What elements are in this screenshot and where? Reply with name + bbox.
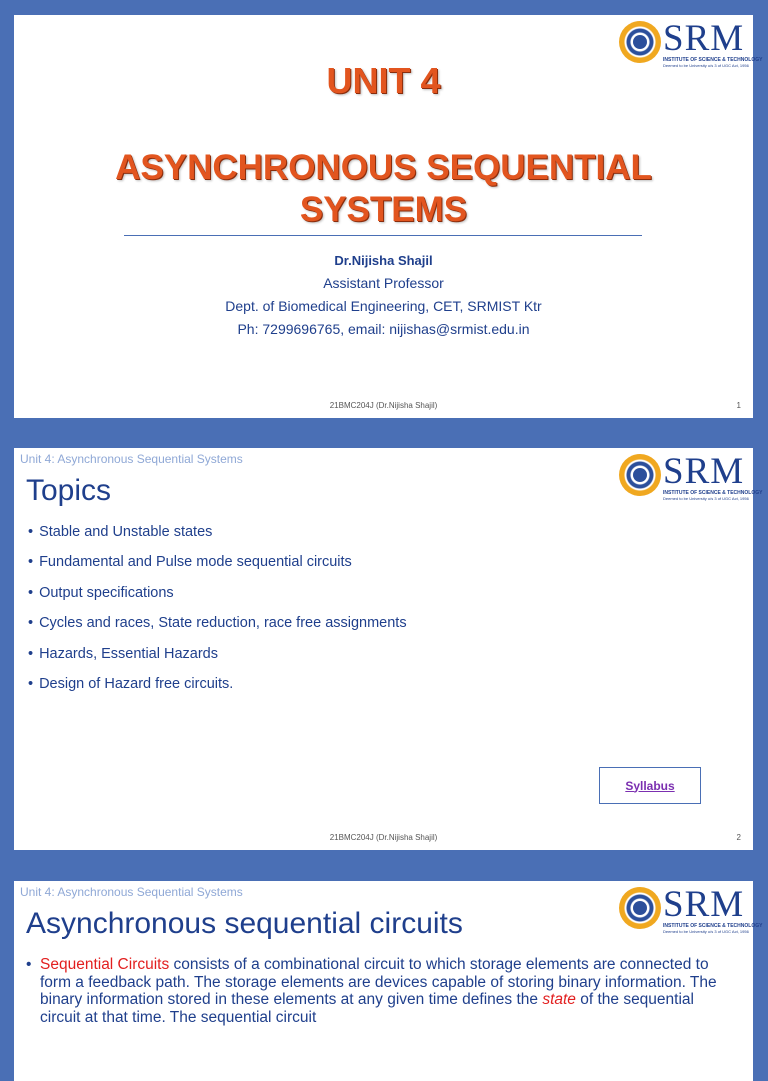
logo-tagline: INSTITUTE OF SCIENCE & TECHNOLOGY bbox=[663, 490, 763, 496]
list-item: • Stable and Unstable states bbox=[28, 524, 213, 540]
slide-title: Topics bbox=[26, 474, 112, 507]
logo-subtagline: Deemed to be University u/s 3 of UGC Act, 1956 bbox=[663, 63, 749, 68]
logo-brand: SRM bbox=[663, 884, 745, 925]
list-item: • Output specifications bbox=[28, 584, 174, 601]
bullet-icon: • bbox=[28, 615, 34, 632]
srm-seal-icon bbox=[619, 21, 661, 63]
syllabus-link[interactable]: Syllabus bbox=[599, 767, 701, 804]
author-department: Dept. of Biomedical Engineering, CET, SRMIST Ktr bbox=[225, 298, 542, 314]
author-contact: Ph: 7299696765, email: nijishas@srmist.edu.in bbox=[237, 321, 530, 337]
logo-brand: SRM bbox=[663, 451, 745, 492]
bullet-icon: • bbox=[28, 675, 34, 692]
list-item: • Cycles and races, State reduction, race free assignments bbox=[28, 615, 407, 632]
bullet-icon: • bbox=[28, 584, 34, 601]
srm-seal-icon bbox=[619, 887, 661, 929]
srm-seal-icon bbox=[619, 454, 661, 496]
unit-label: Unit 4: Asynchronous Sequential Systems bbox=[20, 885, 243, 899]
slide-footer: 21BMC204J (Dr.Nijisha Shajil) bbox=[329, 401, 438, 410]
author-block bbox=[14, 249, 753, 341]
srm-logo bbox=[619, 451, 763, 502]
topics-list bbox=[28, 521, 407, 703]
title-slide bbox=[14, 15, 763, 418]
unit-title: UNIT 4 bbox=[326, 60, 441, 101]
list-item: • Fundamental and Pulse mode sequential circuits bbox=[28, 554, 352, 571]
highlight-term: state bbox=[542, 991, 576, 1008]
slide-footer: 21BMC204J (Dr.Nijisha Shajil) bbox=[329, 833, 438, 842]
presentation-title: ASYNCHRONOUS SEQUENTIAL SYSTEMS bbox=[115, 148, 652, 229]
logo-subtagline: Deemed to be University u/s 3 of UGC Act, 1956 bbox=[663, 496, 749, 501]
slide-number: 1 bbox=[736, 401, 741, 410]
bullet-icon: • bbox=[28, 524, 34, 540]
logo-tagline: INSTITUTE OF SCIENCE & TECHNOLOGY bbox=[663, 57, 763, 63]
srm-logo bbox=[619, 884, 763, 935]
slide-number: 2 bbox=[736, 833, 741, 842]
author-designation: Assistant Professor bbox=[323, 275, 444, 291]
highlight-term: Sequential Circuits bbox=[40, 956, 170, 973]
list-item: • Hazards, Essential Hazards bbox=[28, 645, 218, 662]
logo-subtagline: Deemed to be University u/s 3 of UGC Act, 1956 bbox=[663, 929, 749, 934]
topics-slide bbox=[14, 448, 763, 850]
author-name: Dr.Nijisha Shajil bbox=[334, 253, 433, 268]
logo-tagline: INSTITUTE OF SCIENCE & TECHNOLOGY bbox=[663, 923, 763, 929]
bullet-icon: • bbox=[28, 554, 34, 571]
bullet-icon: • bbox=[28, 645, 34, 662]
async-circuits-slide bbox=[14, 881, 763, 1081]
body-paragraph: • Sequential Circuits consists of a combinational circuit to which storage elements are connected to form a feedback path. The storage elements are devices capable of storing binary information. The binary information stored in these elements at any given time defines the state of the sequential circuit at that time. The sequential circuit bbox=[26, 956, 717, 1026]
unit-label: Unit 4: Asynchronous Sequential Systems bbox=[20, 452, 243, 466]
slide-title: Asynchronous sequential circuits bbox=[26, 907, 463, 940]
logo-brand: SRM bbox=[663, 18, 745, 59]
list-item: • Design of Hazard free circuits. bbox=[28, 675, 234, 692]
bullet-icon: • bbox=[26, 956, 32, 973]
title-divider bbox=[124, 235, 642, 236]
